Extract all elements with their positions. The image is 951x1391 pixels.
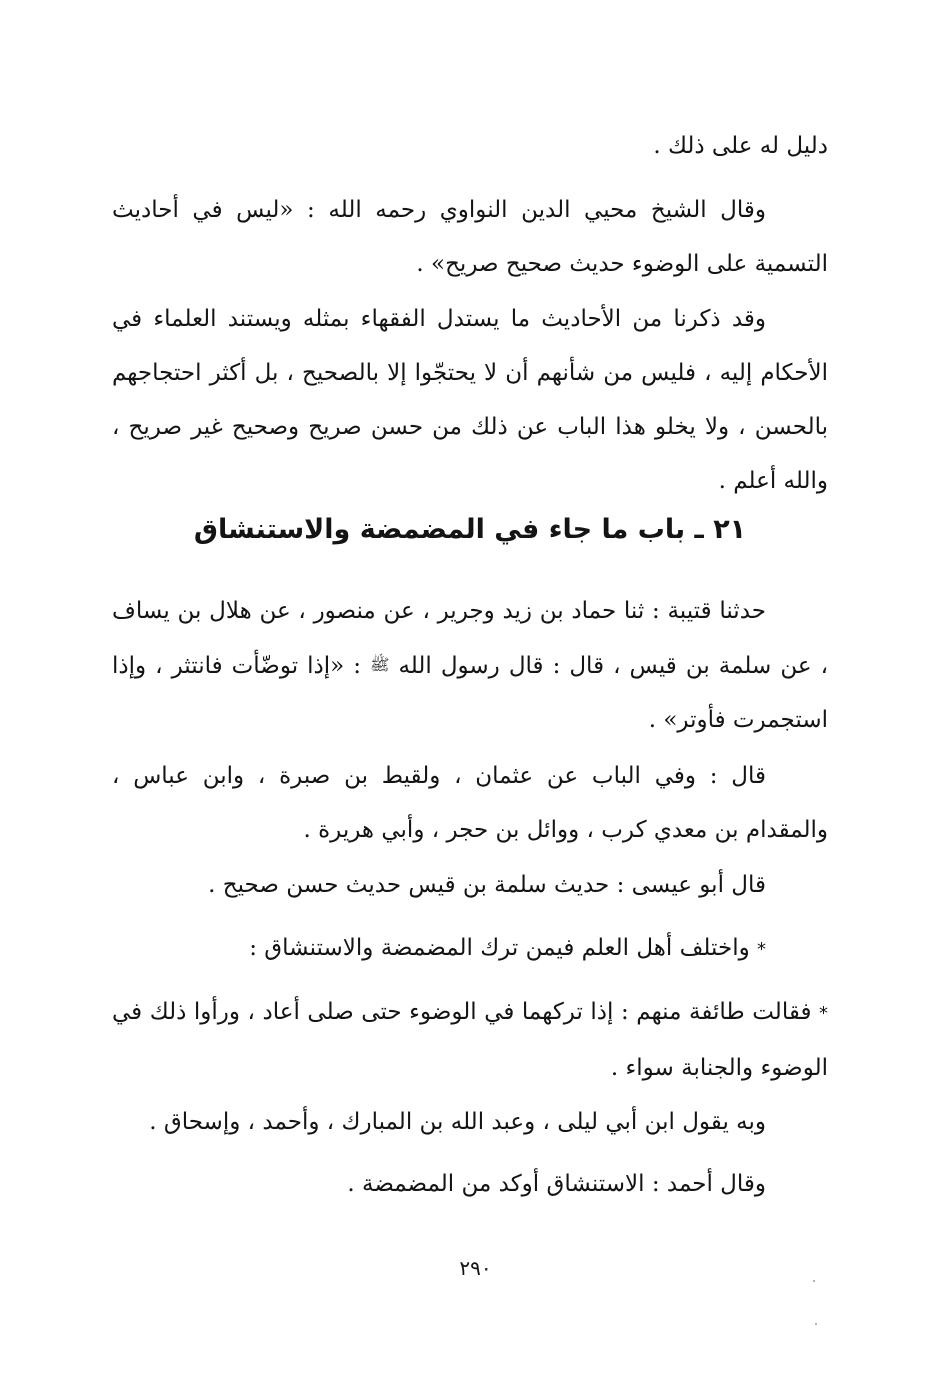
- paragraph-fil-bab: [112, 749, 828, 857]
- paragraph-scholarly-difference: [112, 921, 828, 977]
- paragraph-abu-isa-grading: [112, 858, 828, 912]
- paragraph-text: فقالت طائفة منهم : إذا تركهما في الوضوء حتى صلى أعاد ، ورأوا ذلك في الوضوء والجنابة سواء .: [112, 999, 828, 1081]
- paragraph-text: وبه يقول ابن أبي ليلى ، وعبد الله بن المبارك ، وأحمد ، وإسحاق .: [149, 1109, 766, 1135]
- paragraph-continuation: [112, 119, 828, 173]
- paragraph-text: وقال الشيخ محيي الدين النواوي رحمه الله : «ليس في أحاديث التسمية على الوضوء حديث صحيح صريح» .: [112, 197, 828, 277]
- paragraph-supporters: [112, 1095, 828, 1149]
- paragraph-nawawi-quote: [112, 183, 828, 291]
- paragraph-text: واختلف أهل العلم فيمن ترك المضمضة والاستنشاق :: [249, 935, 750, 961]
- paragraph-hadith-text: [112, 584, 828, 747]
- asterisk-marker: *: [757, 939, 766, 960]
- paragraph-text: دليل له على ذلك .: [653, 133, 828, 159]
- hadith-chain: حدثنا قتيبة : ثنا حماد بن زيد وجرير ، عن منصور ، عن هلال بن يساف ، عن سلمة بن قيس ، قال : قال رسول الله: [112, 598, 829, 679]
- scan-speck: [813, 1280, 815, 1282]
- chapter-heading: ٢١ ـ باب ما جاء في المضمضة والاستنشاق: [193, 514, 747, 545]
- paragraph-text: قال : وفي الباب عن عثمان ، ولقيط بن صبرة ، وابن عباس ، والمقدام بن معدي كرب ، ووائل بن حجر ، وأبي هريرة .: [112, 763, 828, 843]
- paragraph-text: قال أبو عيسى : حديث سلمة بن قيس حديث حسن صحيح .: [208, 872, 766, 898]
- paragraph-text: وقد ذكرنا من الأحاديث ما يستدل الفقهاء بمثله ويستند العلماء في الأحكام إليه ، فليس من شأنهم أن لا يحتجّوا إلا بالصحيح ، بل أكثر احتجاجهم بالحسن ، ولا يخلو هذا الباب عن ذلك من حسن صريح وصحيح غير صريح ، والله أعلم .: [112, 306, 828, 494]
- asterisk-marker: *: [819, 1003, 828, 1024]
- paragraph-ahmad-opinion: [112, 1157, 828, 1211]
- salawat-symbol: ﷺ: [370, 655, 390, 674]
- paragraph-first-opinion: [112, 985, 828, 1095]
- page-number: ٢٩٠: [459, 1256, 492, 1280]
- scan-speck: [815, 1323, 817, 1325]
- paragraph-hadith-grading: [112, 292, 828, 508]
- hadith-matn: : «إذا توضّأت فانتثر ، وإذا استجمرت فأوتر» .: [112, 653, 828, 733]
- paragraph-text: وقال أحمد : الاستنشاق أوكد من المضمضة .: [347, 1171, 766, 1197]
